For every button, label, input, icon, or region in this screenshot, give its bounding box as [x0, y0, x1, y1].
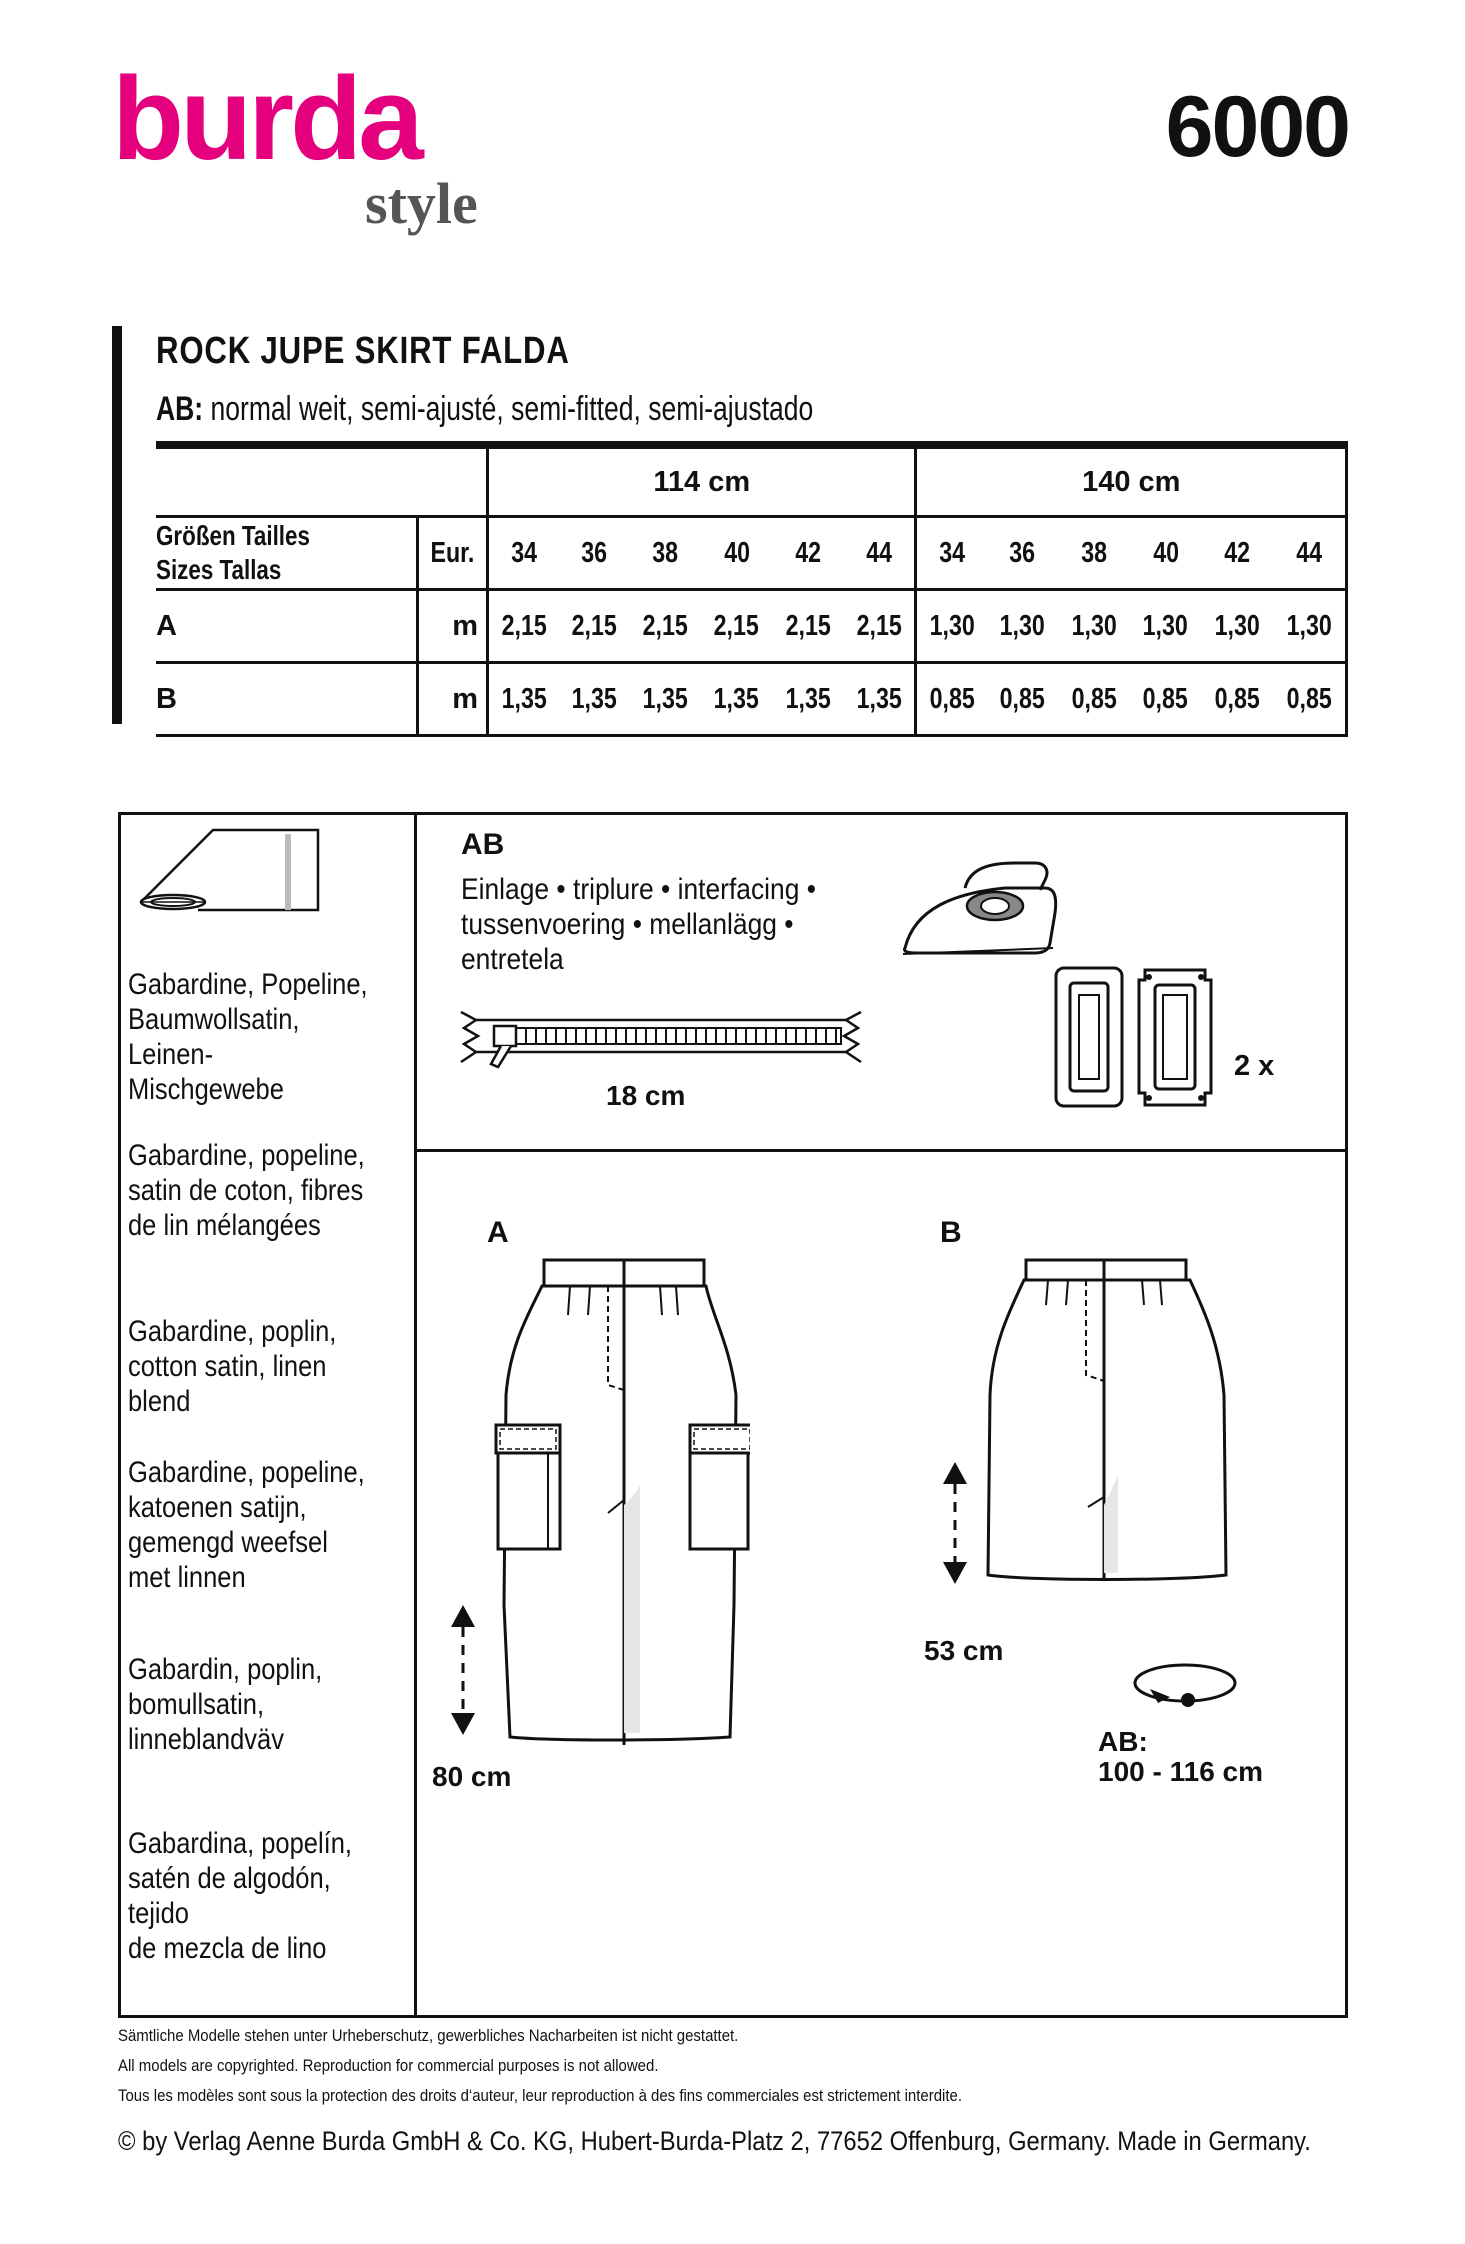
footer-line-fr: Tous les modèles sont sous la protection des droits d‘auteur, leur reproduction à des fins commerciales est strictement interdite. [118, 2086, 963, 2105]
view-a-length: 80 cm [432, 1761, 512, 1792]
yardage-table [156, 441, 1348, 737]
box-row-divider [414, 1149, 1348, 1152]
yardage-value: 1,35 [642, 682, 688, 715]
size-cell [916, 517, 987, 590]
table-corner [156, 445, 488, 517]
yardage-cell [1274, 590, 1347, 663]
size-value: 44 [1296, 536, 1323, 569]
yardage-value: 1,30 [1214, 609, 1261, 642]
yardage-value: 2,15 [642, 609, 688, 642]
yardage-value: 2,15 [856, 609, 902, 642]
sizes-label-line1: Größen Tailles [156, 520, 310, 551]
sizes-label-line2: Sizes Tallas [156, 554, 282, 585]
yardage-value: 2,15 [571, 609, 617, 642]
yardage-cell [987, 590, 1058, 663]
interfacing-label: Einlage • triplure • interfacing • tussenvoering • mellanlägg • entretela [461, 873, 816, 976]
size-cell [629, 517, 701, 590]
sizes-label [156, 517, 418, 590]
fabric-suggestion-sv [128, 1652, 375, 1757]
size-value: 44 [866, 536, 893, 569]
view-a-label: A [487, 1216, 509, 1249]
size-value: 42 [795, 536, 822, 569]
size-cell [1274, 517, 1347, 590]
yardage-value: 1,30 [1071, 609, 1117, 642]
interfacing-text [461, 872, 816, 977]
title-bar [112, 326, 122, 724]
brand-logo-sub: style [365, 171, 478, 236]
fit-views: AB: [156, 390, 204, 428]
size-cell [701, 517, 772, 590]
size-value: 34 [939, 536, 966, 569]
size-cell [1058, 517, 1130, 590]
yardage-value: 2,15 [785, 609, 831, 642]
yardage-value: 0,85 [1214, 682, 1261, 715]
size-cell [1202, 517, 1274, 590]
page-title: ROCK JUPE SKIRT FALDA [156, 330, 570, 372]
box-column-divider [414, 812, 417, 2018]
yardage-cell [1058, 663, 1130, 736]
yardage-cell [558, 663, 629, 736]
length-arrow-a-icon [448, 1605, 478, 1735]
view-label: A [156, 590, 418, 663]
fit-text: normal weit, semi-ajusté, semi-fitted, semi-ajustado [203, 390, 814, 428]
yardage-cell [1202, 663, 1274, 736]
zipper-icon [456, 1002, 866, 1072]
pattern-number: 6000 [1165, 79, 1349, 175]
yardage-cell [629, 590, 701, 663]
yardage-cell [844, 590, 916, 663]
yardage-cell [1202, 590, 1274, 663]
fabric-suggestion-fr [128, 1138, 375, 1243]
view-b-label: B [940, 1216, 962, 1249]
unit-label: m [418, 663, 488, 736]
yardage-value: 1,35 [856, 682, 902, 715]
yardage-value: 1,30 [999, 609, 1045, 642]
brand-logo: burda [112, 53, 420, 185]
yardage-cell [701, 590, 772, 663]
yardage-cell [772, 590, 844, 663]
length-arrow-b-icon [940, 1462, 970, 1584]
size-value: 40 [1152, 536, 1179, 569]
yardage-value: 1,35 [501, 682, 547, 715]
footer-line-en: All models are copyrighted. Reproduction for commercial purposes is not allowed. [118, 2056, 659, 2075]
fabric-suggestion-nl [128, 1455, 375, 1595]
fabric-roll-icon [138, 822, 338, 922]
yardage-cell [558, 590, 629, 663]
size-value: 38 [1080, 536, 1107, 569]
yardage-cell [1274, 663, 1347, 736]
iron-icon [895, 858, 1065, 968]
fabric-text: Gabardine, Popeline, Baumwollsatin, Leinen- Mischgewebe [128, 968, 368, 1106]
size-value: 42 [1224, 536, 1251, 569]
buckle-quantity: 2 x [1234, 1050, 1275, 1082]
width-140-header: 140 cm [916, 445, 1347, 517]
fabric-suggestion-en [128, 1314, 375, 1419]
size-value: 38 [652, 536, 679, 569]
yardage-value: 0,85 [1286, 682, 1332, 715]
yardage-cell [629, 663, 701, 736]
width-114-header: 114 cm [488, 445, 916, 517]
notions-label: AB [461, 828, 505, 861]
yardage-cell [1130, 663, 1202, 736]
size-value: 36 [1009, 536, 1036, 569]
yardage-value: 1,35 [571, 682, 617, 715]
eur-label [418, 517, 488, 590]
yardage-value: 2,15 [714, 609, 760, 642]
fabric-suggestion-de [128, 967, 375, 1107]
eur-text: Eur. [430, 536, 475, 569]
size-value: 36 [580, 536, 607, 569]
skirt-a-drawing [490, 1255, 750, 1750]
waist-label: AB: [1098, 1726, 1148, 1757]
size-cell [844, 517, 916, 590]
waist-measurement [1098, 1727, 1263, 1787]
yardage-value: 0,85 [929, 682, 975, 715]
yardage-cell [844, 663, 916, 736]
footer-line-de: Sämtliche Modelle stehen unter Urheberschutz, gewerbliches Nacharbeiten ist nicht gestattet. [118, 2026, 739, 2045]
yardage-cell [772, 663, 844, 736]
size-cell [1130, 517, 1202, 590]
yardage-cell [1130, 590, 1202, 663]
yardage-value: 0,85 [1143, 682, 1189, 715]
size-cell [987, 517, 1058, 590]
yardage-value: 2,15 [501, 609, 547, 642]
view-b-length: 53 cm [924, 1635, 1004, 1666]
yardage-value: 0,85 [999, 682, 1045, 715]
waist-measure-icon [1130, 1655, 1240, 1715]
fabric-text: Gabardin, poplin, bomullsatin, linneblandväv [128, 1653, 323, 1756]
fit-description [156, 390, 813, 429]
size-value: 40 [723, 536, 750, 569]
fabric-text: Gabardine, popeline, katoenen satijn, gemengd weefsel met linnen [128, 1456, 365, 1594]
fabric-text: Gabardine, popeline, satin de coton, fibres de lin mélangées [128, 1139, 365, 1242]
yardage-cell [916, 590, 987, 663]
buckle-icon [1053, 965, 1133, 1110]
size-cell [558, 517, 629, 590]
size-value: 34 [510, 536, 537, 569]
yardage-value: 1,30 [1286, 609, 1332, 642]
zipper-length: 18 cm [606, 1080, 686, 1111]
fabric-text: Gabardina, popelín, satén de algodón, tejido de mezcla de lino [128, 1827, 353, 1965]
yardage-cell [701, 663, 772, 736]
yardage-cell [916, 663, 987, 736]
fabric-text: Gabardine, poplin, cotton satin, linen blend [128, 1315, 337, 1418]
skirt-b-drawing [980, 1255, 1240, 1595]
yardage-cell [1058, 590, 1130, 663]
yardage-cell [987, 663, 1058, 736]
unit-label: m [418, 590, 488, 663]
yardage-value: 1,30 [929, 609, 975, 642]
yardage-value: 1,35 [714, 682, 760, 715]
copyright: © by Verlag Aenne Burda GmbH & Co. KG, Hubert-Burda-Platz 2, 77652 Offenburg, Germany. Made in Germany. [118, 2126, 1311, 2156]
buckle-back-icon [1133, 965, 1223, 1110]
yardage-value: 1,30 [1143, 609, 1189, 642]
size-cell [772, 517, 844, 590]
yardage-cell [488, 663, 559, 736]
view-label: B [156, 663, 418, 736]
size-cell [488, 517, 559, 590]
yardage-cell [488, 590, 559, 663]
waist-range: 100 - 116 cm [1098, 1756, 1264, 1787]
yardage-value: 1,35 [785, 682, 831, 715]
yardage-value: 0,85 [1071, 682, 1117, 715]
fabric-suggestion-es [128, 1826, 375, 1966]
